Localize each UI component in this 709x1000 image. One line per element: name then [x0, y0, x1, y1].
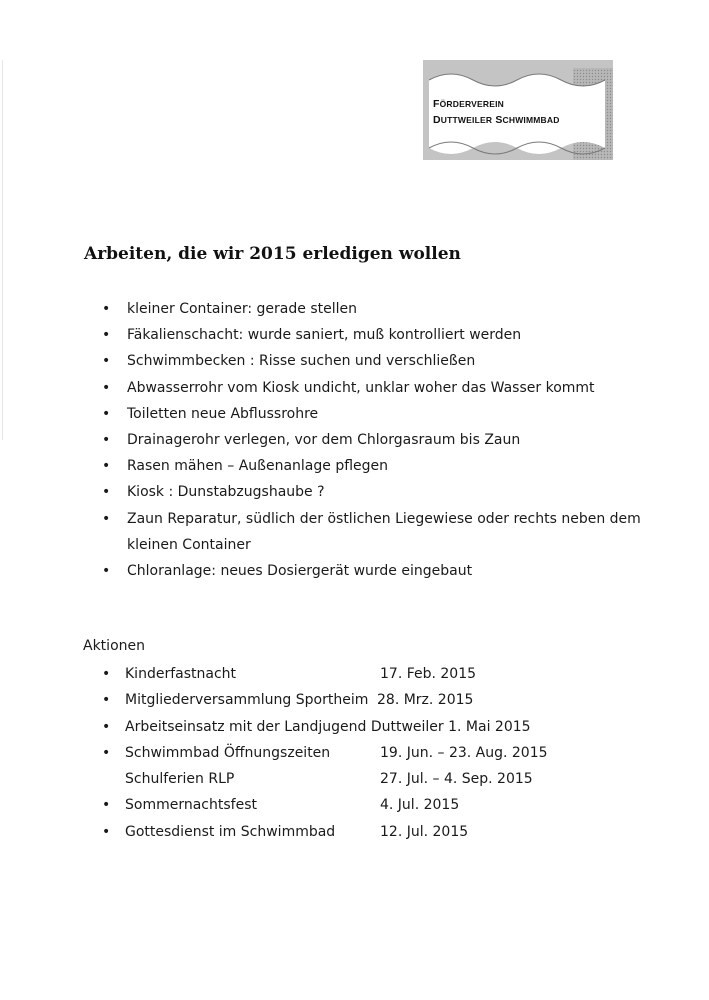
bullet-icon: •	[102, 484, 111, 501]
event-item	[100, 792, 660, 818]
logo-text	[433, 96, 613, 128]
bullet-icon: •	[102, 301, 111, 317]
task-item	[100, 348, 660, 374]
task-label: Schwimmbecken : Risse suchen und verschließen	[127, 353, 476, 370]
task-item	[100, 479, 660, 505]
task-label: Chloranlage: neues Dosiergerät wurde eingebaut	[127, 563, 473, 580]
event-date: 12. Jul. 2015	[380, 823, 469, 840]
logo-line-1: FÖRDERVEREIN	[433, 98, 505, 110]
bullet-icon: •	[102, 718, 111, 735]
event-item	[100, 687, 660, 713]
event-date: 4. Jul. 2015	[380, 797, 460, 814]
bullet-icon: •	[102, 510, 111, 527]
task-item	[100, 296, 660, 322]
event-name: Kinderfastnacht	[125, 666, 237, 682]
bullet-icon: •	[102, 353, 111, 370]
logo-line-2: DUTTWEILER SCHWIMMBAD	[433, 114, 560, 126]
event-item	[100, 661, 660, 687]
bullet-icon: •	[102, 744, 111, 761]
task-label: Fäkalienschacht: wurde saniert, muß kontrolliert werden	[127, 327, 522, 344]
event-list	[100, 661, 660, 845]
task-label: Rasen mähen – Außenanlage pflegen	[127, 458, 389, 475]
event-name: Schulferien RLP	[125, 771, 235, 788]
bullet-icon: •	[102, 692, 111, 709]
bullet-icon: •	[102, 797, 111, 814]
task-item	[100, 453, 660, 479]
task-item	[100, 401, 660, 427]
bullet-icon: •	[102, 327, 111, 344]
event-name: Mitgliederversammlung Sportheim	[125, 692, 369, 709]
bullet-icon: •	[102, 563, 111, 580]
task-item	[100, 558, 660, 584]
event-date: 28. Mrz. 2015	[377, 692, 474, 709]
event-item	[100, 714, 660, 740]
bullet-icon: •	[102, 379, 111, 396]
event-item	[100, 766, 660, 792]
bullet-icon: •	[102, 458, 111, 475]
event-date: 27. Jul. – 4. Sep. 2015	[380, 771, 533, 788]
task-label: Toiletten neue Abflussrohre	[127, 405, 319, 422]
bullet-icon: •	[102, 405, 111, 422]
page-title: Arbeiten, die wir 2015 erledigen wollen	[84, 244, 461, 264]
event-item	[100, 740, 660, 766]
bullet-icon: •	[102, 666, 111, 682]
logo	[423, 60, 613, 160]
task-label: Kiosk : Dunstabzugshaube ?	[127, 484, 325, 501]
event-item	[100, 819, 660, 845]
task-label: Drainagerohr verlegen, vor dem Chlorgasraum bis Zaun	[127, 432, 521, 449]
task-item	[100, 375, 660, 401]
event-date: 19. Jun. – 23. Aug. 2015	[380, 744, 548, 761]
event-name: Arbeitseinsatz mit der Landjugend Duttweiler 1. Mai 2015	[125, 718, 531, 735]
event-date: 17. Feb. 2015	[380, 666, 477, 682]
task-list	[100, 296, 660, 584]
task-item	[100, 506, 660, 558]
aktionen-heading: Aktionen	[83, 638, 145, 654]
event-name: Sommernachtsfest	[125, 797, 257, 814]
task-label: Abwasserrohr vom Kiosk undicht, unklar woher das Wasser kommt	[127, 379, 595, 396]
bullet-icon: •	[102, 432, 111, 449]
event-name: Schwimmbad Öffnungszeiten	[125, 744, 331, 761]
scan-edge	[2, 60, 3, 440]
bullet-icon: •	[102, 823, 111, 840]
task-label: kleiner Container: gerade stellen	[127, 301, 357, 317]
task-item	[100, 322, 660, 348]
event-name: Gottesdienst im Schwimmbad	[125, 823, 336, 840]
task-item	[100, 427, 660, 453]
task-label: Zaun Reparatur, südlich der östlichen Liegewiese oder rechts neben dem kleinen Container	[127, 510, 641, 553]
